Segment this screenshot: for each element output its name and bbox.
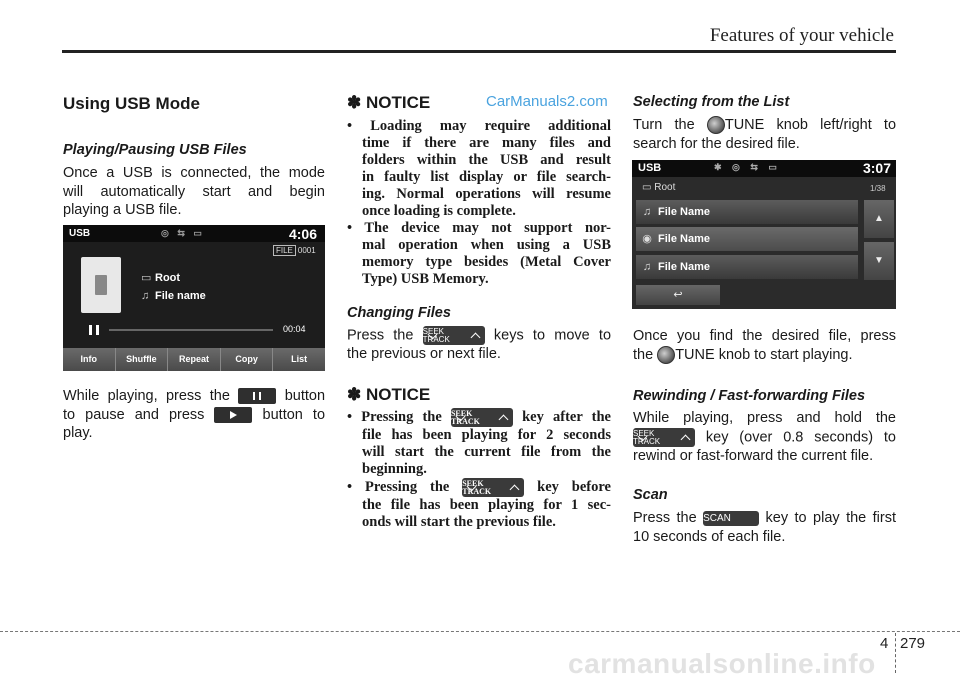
seek-track-key-icon bbox=[462, 478, 524, 497]
source-label: USB bbox=[69, 228, 91, 239]
para-selecting bbox=[633, 116, 896, 153]
text: key (over 0.8 seconds) to bbox=[705, 428, 896, 445]
text: the bbox=[633, 346, 654, 363]
subheading-selecting: Selecting from the List bbox=[633, 94, 790, 110]
music-note-icon: ♫ bbox=[642, 206, 652, 218]
notice-title: NOTICE bbox=[365, 385, 431, 404]
para-pause-play bbox=[63, 387, 325, 443]
notice-line: • The device may not support nor- bbox=[347, 220, 611, 236]
key-seek: SEEK bbox=[462, 479, 484, 488]
key-seek: SEEK bbox=[422, 327, 445, 336]
para-line bbox=[63, 406, 325, 425]
para-line bbox=[633, 509, 896, 528]
notice-line: time if there are many files and bbox=[362, 135, 611, 151]
usb-list-screen bbox=[632, 160, 896, 309]
para-line: rewind or fast-forward the current file. bbox=[633, 447, 874, 464]
notice-line: memory type besides (Metal Cover bbox=[362, 254, 611, 270]
back-arrow-icon: ↩ bbox=[673, 289, 683, 301]
text: TUNE knob left/right to bbox=[724, 117, 897, 133]
folder-row bbox=[141, 271, 180, 284]
para-changing bbox=[347, 326, 611, 364]
scroll-up-button[interactable]: ▲ bbox=[864, 200, 894, 238]
copy-button[interactable]: Copy bbox=[221, 348, 273, 371]
folder-name: Root bbox=[155, 272, 181, 284]
seek-track-key-icon bbox=[633, 428, 695, 447]
usb-player-screen bbox=[63, 225, 325, 371]
shuffle-button[interactable]: Shuffle bbox=[116, 348, 168, 371]
text: • Pressing the bbox=[347, 408, 442, 425]
notice-line: onds will start the previous file. bbox=[362, 514, 556, 530]
music-note-icon: ♫ bbox=[642, 261, 652, 273]
file-name: File name bbox=[155, 290, 206, 302]
file-row bbox=[141, 290, 206, 302]
para-line: Once you find the desired file, press bbox=[633, 328, 896, 344]
repeat-button[interactable]: Repeat bbox=[168, 348, 220, 371]
text: While playing, press the bbox=[63, 388, 230, 404]
status-bar bbox=[632, 160, 896, 177]
text: • Pressing the bbox=[347, 478, 450, 495]
text: keys to move to bbox=[493, 327, 612, 344]
progress-bar[interactable] bbox=[109, 329, 273, 331]
key-track: TRACK bbox=[633, 436, 661, 446]
file-tag: FILE bbox=[273, 245, 296, 256]
chapter-number: 4 bbox=[880, 635, 889, 652]
list-item-label: File Name bbox=[658, 233, 710, 245]
status-icons: ◎ ⇆ ▭ bbox=[161, 228, 205, 238]
scroll-down-button[interactable]: ▼ bbox=[864, 242, 894, 280]
para-line: playing a USB file. bbox=[63, 202, 182, 218]
notice-2-body bbox=[347, 408, 611, 531]
text: TUNE knob to start playing. bbox=[675, 346, 853, 363]
notice-line: the file has been playing for 1 sec- bbox=[362, 497, 611, 513]
text: Press the bbox=[633, 510, 697, 526]
usb-drive-icon bbox=[95, 275, 107, 295]
para-line: the previous or next file. bbox=[347, 346, 501, 362]
footer-watermark: carmanualsonline.info bbox=[568, 648, 876, 679]
folder-row bbox=[642, 182, 675, 193]
para-line: search for the desired file. bbox=[633, 135, 800, 152]
key-track: TRACK bbox=[450, 417, 480, 426]
subheading-playing: Playing/Pausing USB Files bbox=[63, 142, 247, 158]
para-scan bbox=[633, 509, 896, 546]
subheading-scan: Scan bbox=[633, 487, 668, 503]
notice-line: mal operation when using a USB bbox=[362, 237, 611, 253]
file-no: 0001 bbox=[297, 246, 316, 255]
notice-line: once loading is complete. bbox=[362, 203, 516, 219]
site-watermark: CarManuals2.com bbox=[486, 93, 608, 110]
para-line bbox=[633, 346, 896, 365]
key-track: TRACK bbox=[462, 487, 492, 496]
header-rule bbox=[62, 50, 896, 53]
text: key before bbox=[537, 478, 611, 495]
play-circle-icon: ◉ bbox=[642, 233, 652, 245]
text: key to play the first bbox=[765, 510, 897, 526]
list-item[interactable] bbox=[636, 255, 858, 279]
notice-line: • Loading may require additional bbox=[347, 118, 611, 134]
text: key after the bbox=[522, 408, 611, 425]
para-line: While playing, press and hold the bbox=[633, 410, 896, 426]
notice-line: ing. Normal operations will resume bbox=[362, 186, 611, 202]
folder-name: Root bbox=[654, 182, 676, 193]
tune-knob-icon bbox=[707, 116, 725, 134]
back-button[interactable] bbox=[636, 285, 720, 305]
page-number: 279 bbox=[900, 635, 926, 652]
list-item-label: File Name bbox=[658, 261, 710, 273]
tune-knob-icon bbox=[657, 346, 675, 364]
subheading-changing: Changing Files bbox=[347, 305, 451, 321]
para-line bbox=[633, 116, 896, 135]
scan-key-icon: SCAN bbox=[703, 511, 759, 526]
pause-button-icon bbox=[238, 388, 276, 404]
notice-heading-1 bbox=[347, 93, 430, 113]
text: button bbox=[284, 388, 326, 404]
para-line: play. bbox=[63, 425, 93, 441]
play-button-icon bbox=[214, 407, 252, 423]
section-heading: Using USB Mode bbox=[63, 94, 200, 113]
text: to pause and press bbox=[63, 406, 205, 423]
notice-heading-2 bbox=[347, 385, 430, 405]
para-rewinding bbox=[633, 409, 896, 465]
subheading-rewinding: Rewinding / Fast-forwarding Files bbox=[633, 388, 866, 404]
notice-line: beginning. bbox=[362, 461, 427, 477]
file-count: 1/38 bbox=[870, 184, 886, 193]
bottom-button-bar bbox=[63, 348, 325, 371]
notice-line bbox=[347, 478, 611, 497]
clock: 3:07 bbox=[862, 160, 891, 176]
list-item[interactable] bbox=[636, 227, 858, 251]
running-header: Features of your vehicle bbox=[709, 25, 894, 46]
text: button to bbox=[262, 406, 326, 423]
play-position: 00:04 bbox=[283, 324, 306, 334]
list-item[interactable] bbox=[636, 200, 858, 224]
footer-separator bbox=[895, 633, 896, 673]
info-button[interactable]: Info bbox=[63, 348, 115, 371]
para-line: will automatically start and begin bbox=[63, 183, 325, 200]
para-line bbox=[63, 387, 325, 406]
para-found bbox=[633, 327, 896, 364]
notice-line: will start the current file from the bbox=[362, 444, 611, 460]
notice-line: in faulty list display or file search- bbox=[362, 169, 611, 185]
para-line bbox=[633, 428, 896, 447]
para-line: Once a USB is connected, the mode bbox=[63, 165, 325, 181]
footer-rule bbox=[0, 631, 960, 632]
list-item-label: File Name bbox=[658, 206, 710, 218]
para-line: 10 seconds of each file. bbox=[633, 528, 786, 545]
notice-line: file has been playing for 2 seconds bbox=[362, 427, 611, 443]
seek-track-key-icon bbox=[423, 326, 485, 345]
source-label: USB bbox=[638, 162, 662, 174]
pause-icon[interactable] bbox=[89, 325, 99, 335]
notice-mark-icon: ✽ bbox=[347, 93, 362, 112]
notice-1-body bbox=[347, 118, 611, 288]
notice-line bbox=[347, 408, 611, 427]
clock: 4:06 bbox=[288, 226, 317, 242]
usb-album-art bbox=[81, 257, 121, 313]
para-usb-connect bbox=[63, 164, 325, 220]
music-note-icon: ♫ bbox=[141, 290, 150, 302]
folder-icon: ▭ bbox=[642, 182, 652, 193]
key-seek: SEEK bbox=[450, 409, 473, 418]
text: Turn the bbox=[633, 117, 695, 133]
notice-title: NOTICE bbox=[365, 93, 431, 112]
key-track: TRACK bbox=[422, 335, 450, 344]
status-icons: ✱ ◎ ⇆ ▭ bbox=[714, 162, 781, 172]
notice-line: Type) USB Memory. bbox=[362, 271, 489, 287]
list-button[interactable]: List bbox=[273, 348, 325, 371]
notice-line: folders within the USB and result bbox=[362, 152, 611, 168]
text: Press the bbox=[347, 327, 414, 344]
notice-mark-icon: ✽ bbox=[347, 385, 362, 404]
status-bar bbox=[63, 225, 325, 242]
folder-icon: ▭ bbox=[141, 272, 152, 284]
file-number bbox=[273, 246, 316, 255]
para-line bbox=[347, 326, 611, 345]
key-seek: SEEK bbox=[633, 428, 655, 438]
seek-track-key-icon bbox=[451, 408, 513, 427]
